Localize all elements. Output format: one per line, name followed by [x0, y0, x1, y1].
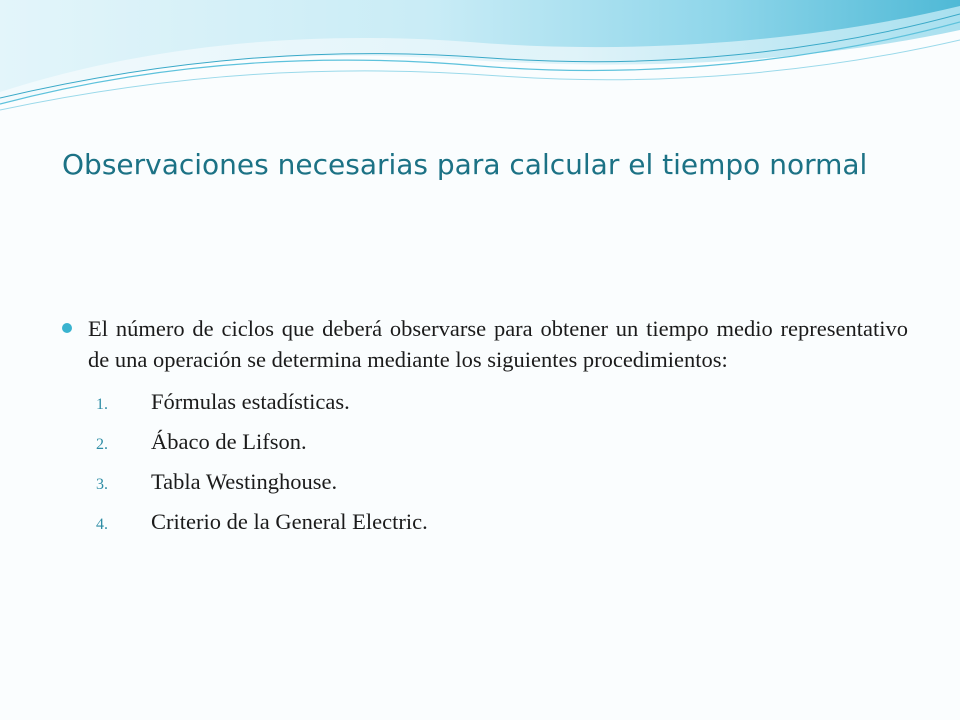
- list-item: [96, 389, 908, 429]
- list-item-text: Tabla Westinghouse.: [151, 469, 338, 494]
- bullet-dot-icon: [62, 323, 72, 333]
- list-item: [96, 469, 908, 509]
- list-item-number: 1.: [96, 396, 108, 413]
- bullet-text: El número de ciclos que deberá observarse para obtener un tiempo medio representativo de una operación se determina mediante los siguientes procedimientos:: [88, 316, 908, 372]
- bullet-paragraph: [62, 313, 908, 375]
- decorative-wave-header: [0, 0, 960, 130]
- list-item-text: Criterio de la General Electric.: [151, 509, 428, 534]
- list-item: [96, 509, 908, 549]
- list-item: [96, 429, 908, 469]
- list-item-text: Fórmulas estadísticas.: [151, 389, 350, 414]
- slide-content: [62, 313, 908, 549]
- page-title: Observaciones necesarias para calcular el tiempo normal: [62, 148, 868, 181]
- list-item-number: 4.: [96, 516, 108, 533]
- procedures-list: [62, 389, 908, 549]
- list-item-number: 3.: [96, 476, 108, 493]
- list-item-text: Ábaco de Lifson.: [151, 429, 307, 454]
- list-item-number: 2.: [96, 436, 108, 453]
